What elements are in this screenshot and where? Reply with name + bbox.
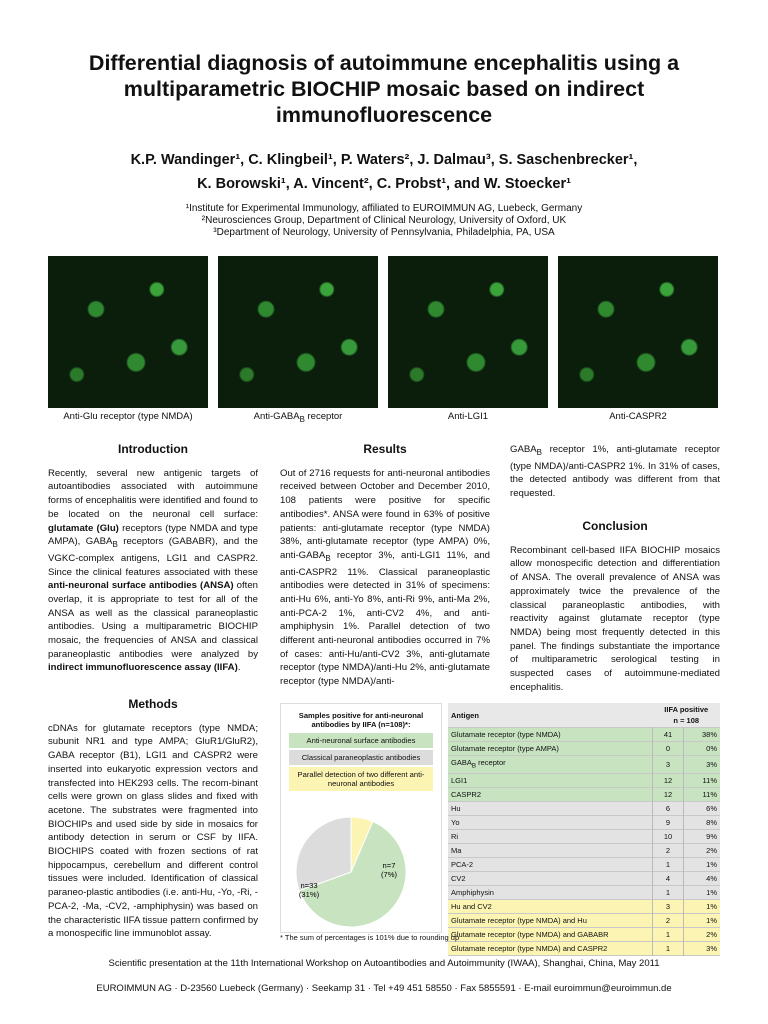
footer-contact: EUROIMMUN AG · D-23560 Luebeck (Germany) · Seekamp 31 · Tel +49 451 58550 · Fax 5855591 · E-mail euroimmun@euroimmun.de — [96, 983, 672, 994]
count-cell: 1 — [653, 941, 684, 955]
count-cell: 6 — [653, 801, 684, 815]
affiliation-1: ¹Institute for Experimental Immunology, affiliated to EUROIMMUN AG, Luebeck, Germany — [185, 203, 583, 214]
antigen-cell: PCA-2 — [451, 859, 474, 869]
percent-cell: 2% — [684, 927, 721, 941]
pie-chart — [281, 810, 441, 930]
table-row — [448, 756, 720, 774]
percent-cell: 9% — [684, 829, 721, 843]
antigen-cell: CV2 — [451, 873, 466, 883]
conclusion-section — [510, 520, 720, 694]
count-cell: 2 — [653, 843, 684, 857]
antigen-cell: Ri — [451, 831, 459, 841]
image-caption: Anti-Glu receptor (type NMDA) — [63, 411, 193, 422]
table-row — [448, 773, 720, 787]
section-body: cDNAs for glutamate receptors (type NMDA; subunit NR1 and type AMPA; GluR1/GluR2), GABA receptor (B1), LGI1 and CASPR2 were inserted into eukaryotic expression vectors and transfected into HEK293 cells. The recom-binant cells were grown on glass slides and fixed with acetone. The substrates were fragmented into BIOCHIPs and used side by side in mosaics for antibody detection in serum or CSF by IIFA. BIOCHIPS coated with frozen sections of rat hippocampus, cerebellum and different control tissues were included. Identification of classical paraneo-plastic antibodies (i.e. anti-Hu, -Yo, -Ri, -PCA-2, -Ma, -CV2, -amphiphysin) was based on the characteristic IIFA tissue pattern confirmed by a monospecific line immunoblot assay. — [48, 722, 258, 940]
count-cell: 12 — [653, 773, 684, 787]
count-cell: 4 — [653, 871, 684, 885]
antigen-cell: Yo — [451, 817, 460, 827]
percent-cell: 3% — [684, 756, 721, 774]
table-row — [448, 899, 720, 913]
section-heading: Conclusion — [582, 519, 648, 533]
percent-cell: 1% — [684, 913, 721, 927]
table-row — [448, 801, 720, 815]
count-cell: 0 — [653, 742, 684, 756]
count-cell: 1 — [653, 885, 684, 899]
count-cell: 41 — [653, 728, 684, 742]
table-row — [448, 843, 720, 857]
fluorescence-image-lgi1 — [388, 256, 548, 408]
pie-label: n=7 (7%) — [380, 861, 398, 879]
legend-item: Classical paraneoplastic antibodies — [289, 750, 433, 765]
table-row — [448, 885, 720, 899]
section-heading: Results — [363, 442, 407, 456]
percent-cell: 11% — [684, 787, 721, 801]
antigen-cell: Ma — [451, 845, 462, 855]
count-cell: 3 — [653, 756, 684, 774]
antigen-cell: Hu — [451, 803, 461, 813]
affiliation-3: ³Department of Neurology, University of Pennsylvania, Philadelphia, PA, USA — [213, 227, 555, 238]
pie-label: n=33 (31%) — [298, 881, 320, 899]
percent-cell: 11% — [684, 773, 721, 787]
legend-item: Parallel detection of two different anti-neuronal antibodies — [289, 767, 433, 791]
authors — [30, 148, 738, 196]
results-section — [280, 443, 490, 689]
fluorescence-image-nmda — [48, 256, 208, 408]
image-caption: Anti-LGI1 — [447, 411, 489, 422]
footer-presentation: Scientific presentation at the 11th International Workshop on Autoantibodies and Autoimmunity (IWAA), Shanghai, China, May 2011 — [108, 958, 660, 969]
table-row — [448, 815, 720, 829]
antigen-cell: Glutamate receptor (type NMDA) — [451, 730, 561, 739]
paper-title: Differential diagnosis of autoimmune encephalitis using a multiparametric BIOCHIP mosaic based on indirect immunofluorescence — [88, 51, 680, 127]
header-iifa: IIFA positive n = 108 — [653, 703, 721, 728]
percent-cell: 8% — [684, 815, 721, 829]
pie-chart-panel — [280, 703, 442, 933]
table-row — [448, 913, 720, 927]
section-body: Recently, several new antigenic targets of autoantibodies associated with autoimmune forms of encephalitis were identified and found to be located on the neuronal cell surface: glutamate (Glu) receptors (type NMDA and type AMPA), $GABA_B$ receptors (GABABR), and the VGKC-complex antigens, LGI1 and CASPR2. Since the clinical features associated with these anti-neuronal surface antibodies (ANSA) often overlap, it is appropriate to test for all of the ANSA as well as the classical paraneoplastic antibodies. Using a multiparametric BIOCHIP mosaic, the frequencies of ANSA and classical paraneoplastic antibodies were analyzed by indirect immunofluorescence assay (IIFA). — [48, 467, 258, 674]
image-caption: Anti-CASPR2 — [609, 411, 667, 422]
legend-item: Anti-neuronal surface antibodies — [289, 733, 433, 748]
affiliations — [30, 203, 738, 239]
percent-cell: 1% — [684, 899, 721, 913]
section-body: Recombinant cell-based IIFA BIOCHIP mosaics allow monospecific detection and differentiation of ANSA. The overall prevalence of ANSA was approximately twice the prevalence of the classical paraneoplastic antibodies, with reactivity against glutamate receptor (type NMDA) being most frequently detected in this panel. The findings substantiate the importance of multiparametric serological testing in suspected cases of autoimmune-mediated encephalitis. — [510, 544, 720, 693]
count-cell: 12 — [653, 787, 684, 801]
count-cell: 1 — [653, 927, 684, 941]
fluorescence-image-gabab — [218, 256, 378, 408]
count-cell: 10 — [653, 829, 684, 843]
table-row — [448, 742, 720, 756]
count-cell: 3 — [653, 899, 684, 913]
antigen-cell: LGI1 — [451, 775, 468, 785]
table-row — [448, 871, 720, 885]
percent-cell: 1% — [684, 857, 721, 871]
authors-line-2: K. Borowski¹, A. Vincent², C. Probst¹, and W. Stoecker¹ — [197, 176, 571, 192]
table-row — [448, 941, 720, 955]
table-row — [448, 787, 720, 801]
percent-cell: 3% — [684, 941, 721, 955]
percent-cell: 38% — [684, 728, 721, 742]
section-heading: Methods — [128, 697, 178, 711]
section-body: $GABA_B$ receptor 1%, anti-glutamate receptor (type NMDA)/anti-CASPR2 1%. In 31% of cases, the detected antibody was different from that requested. — [510, 444, 720, 500]
section-body: Out of 2716 requests for anti-neuronal antibodies received between October and December 2010, 108 patients were positive for specific antibodies*. ANSA were found in 63% of positive patients: anti-glutamate receptor (type NMDA) 38%, anti-glutamate receptor (type AMPA) 0%, anti-$GABA_B$ receptor 3%, anti-LGI1 11%, and anti-CASPR2 11%. Classical paraneoplastic antibodies were detected in 31% of specimens: anti-Hu 6%, anti-Yo 8%, anti-Ri 9%, anti-Ma 2%, anti-PCA-2 1%, anti-CV2 4%, and anti-amphiphysin 1%. Parallel detection of two different anti-neuronal antibodies occurred in 7% of cases: anti-Hu/anti-CV2 3%, anti-glutamate receptor (type NMDA)/anti-Hu 2%, anti-glutamate receptor (type NMDA)/anti- — [280, 467, 490, 688]
count-cell: 2 — [653, 913, 684, 927]
antigen-cell: $GABA_B$ receptor — [451, 758, 506, 770]
antigen-table — [448, 703, 720, 956]
antigen-cell: Glutamate receptor (type NMDA) and Hu — [451, 915, 587, 925]
table-row — [448, 927, 720, 941]
chart-title: Samples positive for anti-neuronal antibodies by IIFA (n=108)*: — [298, 711, 424, 729]
percent-cell: 2% — [684, 843, 721, 857]
section-heading: Introduction — [118, 442, 188, 456]
fluorescence-image-caspr2 — [558, 256, 718, 408]
table-row — [448, 857, 720, 871]
antigen-cell: CASPR2 — [451, 789, 482, 799]
introduction-section — [48, 443, 258, 675]
percent-cell: 1% — [684, 885, 721, 899]
count-cell: 1 — [653, 857, 684, 871]
table-row — [448, 728, 720, 742]
image-caption: Anti-$GABA_B$ receptor — [253, 411, 343, 424]
percent-cell: 6% — [684, 801, 721, 815]
header-antigen: Antigen — [448, 703, 653, 728]
results-continued — [510, 443, 720, 501]
antigen-cell: Amphiphysin — [451, 887, 494, 897]
percent-cell: 0% — [684, 742, 721, 756]
footnote: * The sum of percentages is 101% due to rounding up — [280, 933, 460, 942]
table-row — [448, 829, 720, 843]
affiliation-2: ²Neurosciences Group, Department of Clinical Neurology, University of Oxford, UK — [201, 215, 567, 226]
antigen-cell: Glutamate receptor (type AMPA) — [451, 744, 559, 753]
methods-section — [48, 698, 258, 941]
percent-cell: 4% — [684, 871, 721, 885]
authors-line-1: K.P. Wandinger¹, C. Klingbeil¹, P. Waters², J. Dalmau³, S. Saschenbrecker¹, — [130, 152, 638, 168]
antigen-cell: Glutamate receptor (type NMDA) and CASPR2 — [451, 943, 608, 953]
count-cell: 9 — [653, 815, 684, 829]
antigen-cell: Glutamate receptor (type NMDA) and GABABR — [451, 929, 609, 939]
antigen-cell: Hu and CV2 — [451, 901, 492, 911]
